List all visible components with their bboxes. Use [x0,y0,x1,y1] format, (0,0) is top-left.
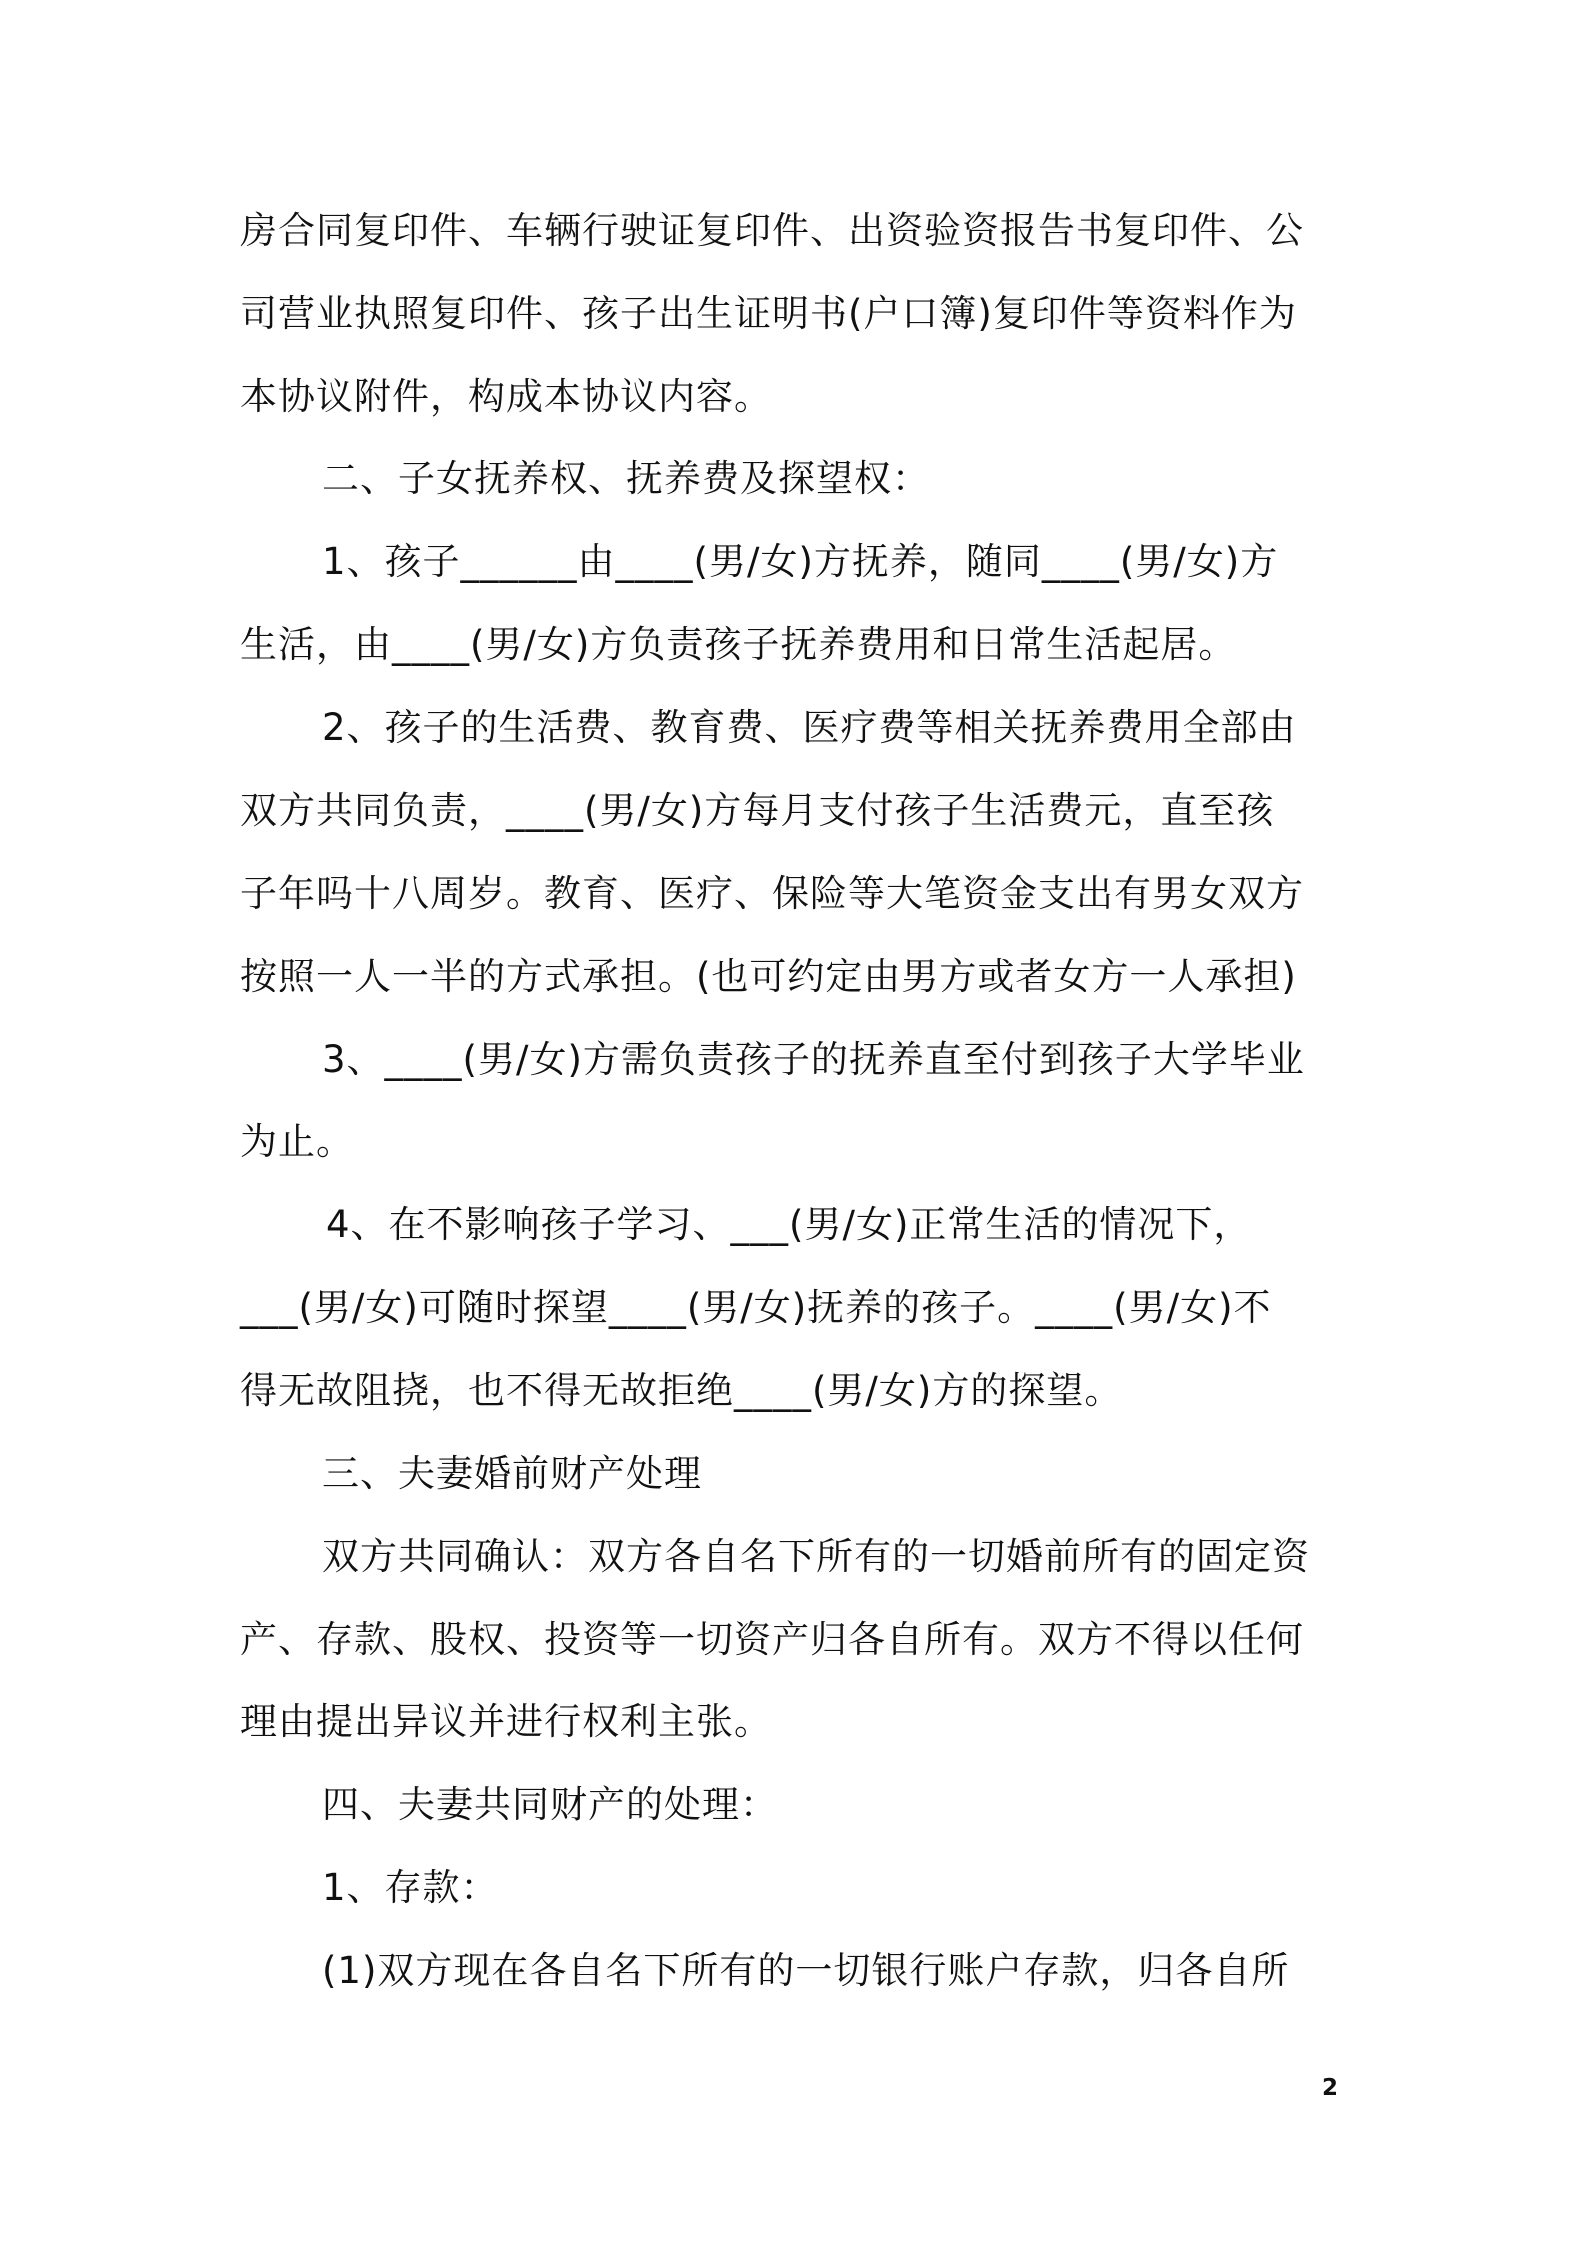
text-line: 本协议附件，构成本协议内容。 [240,375,772,418]
text-line: 2、孩子的生活费、教育费、医疗费等相关抚养费用全部由 [322,706,1297,749]
text-line: 3、____(男/女)方需负责孩子的抚养直至付到孩子大学毕业 [322,1038,1305,1081]
text-line: 1、存款： [322,1866,499,1909]
text-line: 双方共同负责，____(男/女)方每月支付孩子生活费元，直至孩 [240,789,1275,832]
text-line: 双方共同确认：双方各自名下所有的一切婚前所有的固定资 [322,1535,1310,1578]
text-line: 房合同复印件、车辆行驶证复印件、出资验资报告书复印件、公 [240,209,1304,252]
text-line: 按照一人一半的方式承担。(也可约定由男方或者女方一人承担) [240,955,1297,998]
page-number: 2 [1322,2075,1339,2101]
section-heading: 四、夫妻共同财产的处理： [322,1783,778,1826]
text-line: 子年吗十八周岁。教育、医疗、保险等大笔资金支出有男女双方 [240,872,1304,915]
text-line: 得无故阻挠，也不得无故拒绝____(男/女)方的探望。 [240,1369,1123,1412]
text-line: ___(男/女)可随时探望____(男/女)抚养的孩子。____(男/女)不 [240,1286,1272,1329]
text-line: 理由提出异议并进行权利主张。 [240,1700,772,1743]
text-line: (1)双方现在各自名下所有的一切银行账户存款，归各自所 [322,1949,1290,1992]
text-line: 产、存款、股权、投资等一切资产归各自所有。双方不得以任何 [240,1618,1304,1661]
text-line: 生活，由____(男/女)方负责孩子抚养费用和日常生活起居。 [240,623,1237,666]
text-line: 1、孩子______由____(男/女)方抚养，随同____(男/女)方 [322,540,1279,583]
text-line: 为止。 [240,1120,354,1163]
text-line: 司营业执照复印件、孩子出生证明书(户口簿)复印件等资料作为 [240,292,1297,335]
section-heading: 二、子女抚养权、抚养费及探望权： [322,457,930,500]
text-line: 4、在不影响孩子学习、___(男/女)正常生活的情况下， [326,1203,1252,1246]
section-heading: 三、夫妻婚前财产处理 [322,1452,702,1495]
